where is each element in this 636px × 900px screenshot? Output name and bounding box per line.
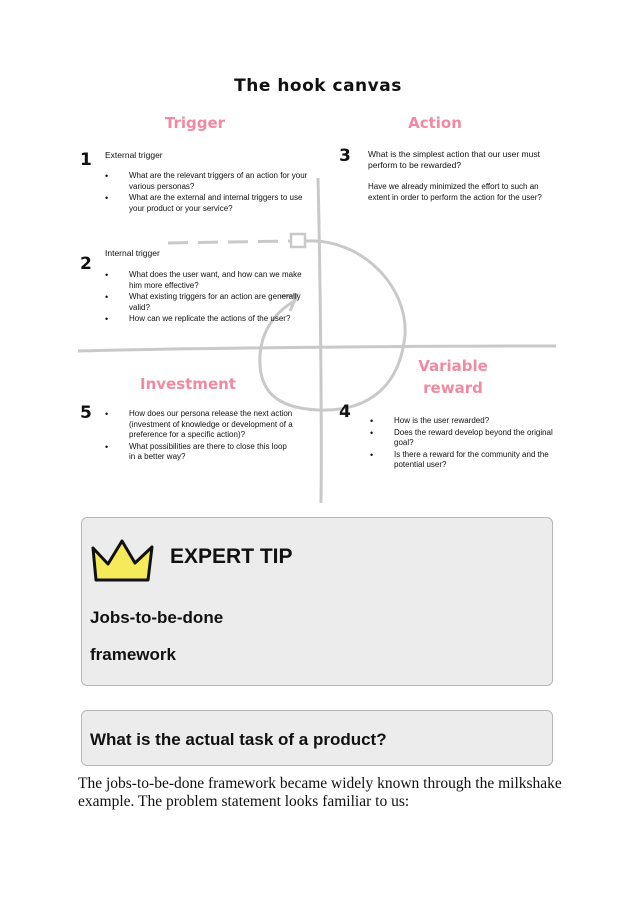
dashed-connector xyxy=(168,241,290,243)
expert-tip-line1: Jobs-to-be-done xyxy=(90,608,224,627)
question-text: What is the actual task of a product? xyxy=(90,730,387,749)
action-text: Have we already minimized the effort to such an extent in order to perform the action for the user? xyxy=(368,182,542,202)
list-item: • Does the reward develop beyond the original goal? xyxy=(370,428,560,449)
reward-heading xyxy=(410,355,496,399)
list-item: • How can we replicate the actions of the user? xyxy=(105,314,305,325)
list-item: • What are the relevant triggers of an action for your various personas? xyxy=(105,171,310,192)
external-trigger-label: External trigger xyxy=(105,150,163,160)
connector-square xyxy=(291,234,305,247)
investment-heading: Investment xyxy=(140,375,236,393)
reward-heading-line2: reward xyxy=(423,379,483,397)
internal-trigger-label: Internal trigger xyxy=(105,248,160,258)
list-item: • How is the user rewarded? xyxy=(370,416,560,427)
investment-number: 5 xyxy=(80,403,92,423)
body-paragraph: The jobs-to-be-done framework became widely known through the milkshake example. The problem statement looks familiar to us: xyxy=(78,775,562,810)
investment-list xyxy=(105,409,295,464)
list-item: • How does our persona release the next action (investment of knowledge or development of a preference for a specific action)? xyxy=(105,409,295,441)
trigger-heading: Trigger xyxy=(164,114,226,132)
vertical-axis xyxy=(318,178,321,503)
list-item: • What possibilities are there to close this loop in a better way? xyxy=(105,442,295,463)
reward-heading-line1: Variable xyxy=(418,357,488,375)
expert-tip-box xyxy=(81,517,553,686)
list-item: • Is there a reward for the community and the potential user? xyxy=(370,450,560,471)
trigger-number: 1 xyxy=(80,150,92,170)
expert-tip-title: EXPERT TIP xyxy=(170,545,293,568)
external-trigger-list xyxy=(105,171,310,215)
reward-list xyxy=(370,416,560,472)
crown-icon xyxy=(90,536,156,586)
action-number: 3 xyxy=(339,146,351,166)
question-box xyxy=(81,710,553,766)
list-item: • What does the user want, and how can we make him more effective? xyxy=(105,270,305,291)
internal-trigger-list xyxy=(105,270,305,326)
list-item: • What are the external and internal triggers to use your product or your service? xyxy=(105,193,310,214)
action-question: What is the simplest action that our user must perform to be rewarded? xyxy=(368,149,540,170)
reward-number: 4 xyxy=(339,402,351,422)
list-item: • What existing triggers for an action are generally valid? xyxy=(105,292,305,313)
internal-trigger-number: 2 xyxy=(80,254,92,274)
horizontal-axis xyxy=(78,346,556,351)
expert-tip-line2: framework xyxy=(90,645,176,664)
action-heading: Action xyxy=(408,114,462,132)
canvas-title: The hook canvas xyxy=(234,76,402,96)
